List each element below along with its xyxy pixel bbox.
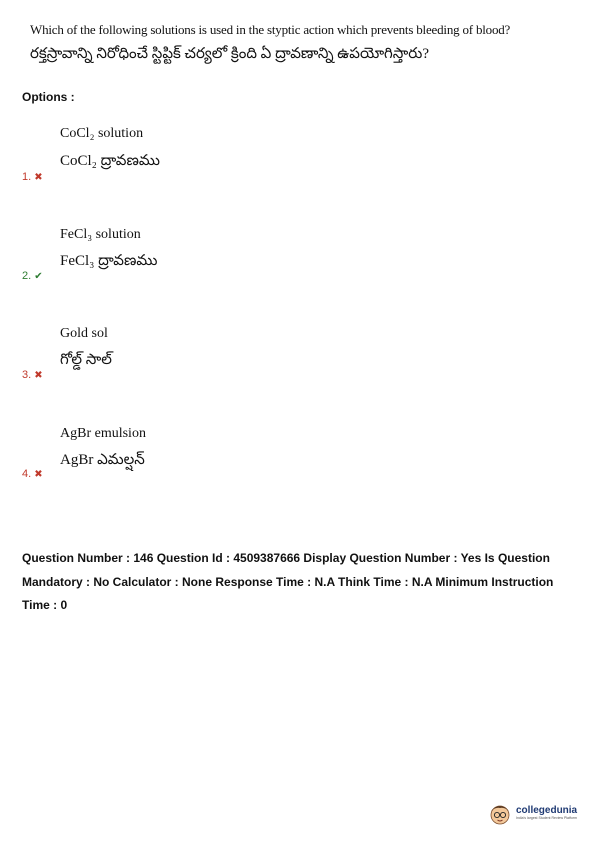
option-number-label: 2. <box>22 270 32 282</box>
option-number-label: 1. <box>22 171 32 183</box>
mascot-icon <box>488 800 512 826</box>
option-4-number <box>22 468 43 480</box>
question-metadata: Question Number : 146 Question Id : 4509387666 Display Question Number : Yes Is Question Mandatory : No Calculator : None Response Time : N.A Think Time : N.A Minimum Instruction Time : 0 <box>22 551 554 612</box>
option-4-english: AgBr emulsion <box>60 426 146 441</box>
options-label: Options : <box>22 90 75 104</box>
logo-tagline: India's largest Student Review Platform <box>516 816 577 820</box>
question-telugu: రక్తస్రావాన్ని నిరోధించే స్టిప్టిక్ చర్యలో క్రింది ఏ ద్రావణాన్ని ఉపయోగిస్తారు? <box>30 46 430 62</box>
option-1-number <box>22 171 43 183</box>
logo-name: collegedunia <box>516 805 578 816</box>
check-icon: ✔ <box>34 271 43 282</box>
collegedunia-logo <box>488 800 577 826</box>
option-number-label: 4. <box>22 468 32 480</box>
option-1-telugu: CoCl₂ ద్రావణము <box>60 153 160 169</box>
cross-icon: ✖ <box>34 172 43 183</box>
option-number-label: 3. <box>22 369 32 381</box>
option-2-english: FeCl₃ solution <box>60 227 141 242</box>
option-3-english: Gold sol <box>60 326 108 341</box>
option-3-number <box>22 369 43 381</box>
option-2-telugu: FeCl₃ ద్రావణము <box>60 253 158 269</box>
option-4-telugu: AgBr ఎమల్షన్ <box>60 452 145 468</box>
option-2-number <box>22 270 43 282</box>
option-3-telugu: గోల్డ్ సాల్ <box>60 352 112 368</box>
cross-icon: ✖ <box>34 469 43 480</box>
option-1-english: CoCl₂ solution <box>60 126 144 141</box>
question-english: Which of the following solutions is used in the styptic action which prevents bleeding of blood? <box>30 22 511 37</box>
cross-icon: ✖ <box>34 370 43 381</box>
